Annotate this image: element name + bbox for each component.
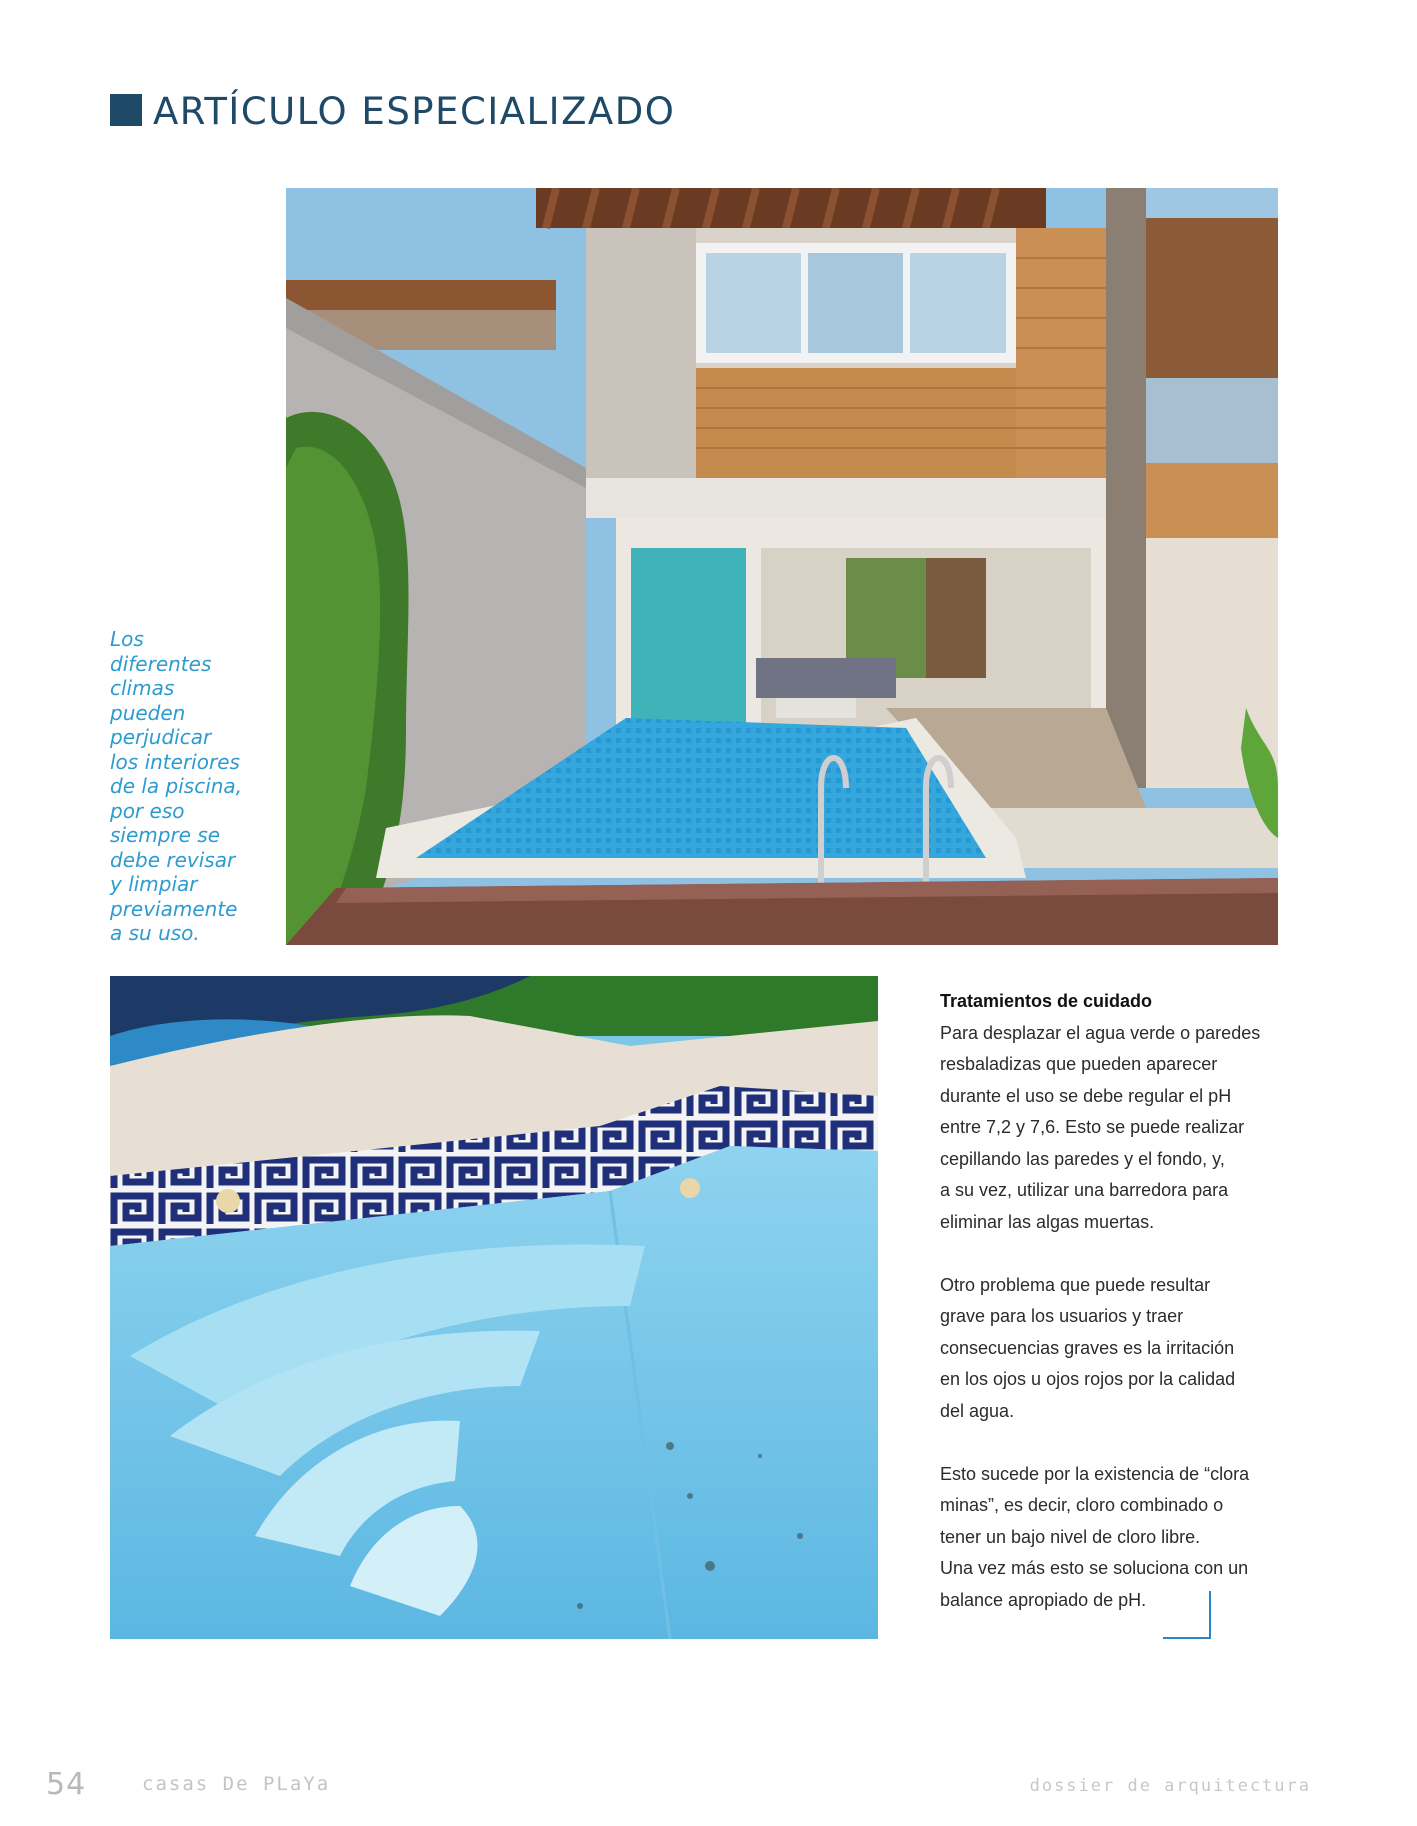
empty-pool-photo	[110, 976, 878, 1639]
photo-caption: Los diferentes climas pueden perjudicar los interiores de la piscina, por eso siempre se debe revisar y limpiar previamente a su uso.	[110, 627, 243, 945]
article-heading: Tratamientos de cuidado	[940, 991, 1153, 1011]
article-paragraph: Otro problema que puede resultar grave para los usuarios y traer consecuencias graves es la irritación en los ojos u ojos rojos por la calidad del agua.	[940, 1274, 1236, 1421]
section-marker	[110, 94, 142, 126]
section-title: ARTÍCULO ESPECIALIZADO	[153, 90, 676, 133]
footer-section-name: dossier de arquitectura	[1029, 1776, 1311, 1796]
article-paragraph: Para desplazar el agua verde o paredes resbaladizas que pueden aparecer durante el uso se debe regular el pH entre 7,2 y 7,6. Esto se puede realizar cepillando las paredes y el fondo, y, a su vez, utilizar una barredora para eliminar las algas muertas.	[940, 1022, 1261, 1232]
article-body	[940, 986, 1280, 1648]
magazine-name: casas De PLaYa	[142, 1773, 331, 1795]
article-end-mark	[1163, 1591, 1211, 1639]
article-paragraph: Esto sucede por la existencia de “clora minas”, es decir, cloro combinado o tener un bajo nivel de cloro libre. Una vez más esto se soluciona con un balance apropiado de pH.	[940, 1463, 1250, 1610]
house-pool-photo	[286, 188, 1278, 945]
page-number: 54	[46, 1767, 87, 1802]
